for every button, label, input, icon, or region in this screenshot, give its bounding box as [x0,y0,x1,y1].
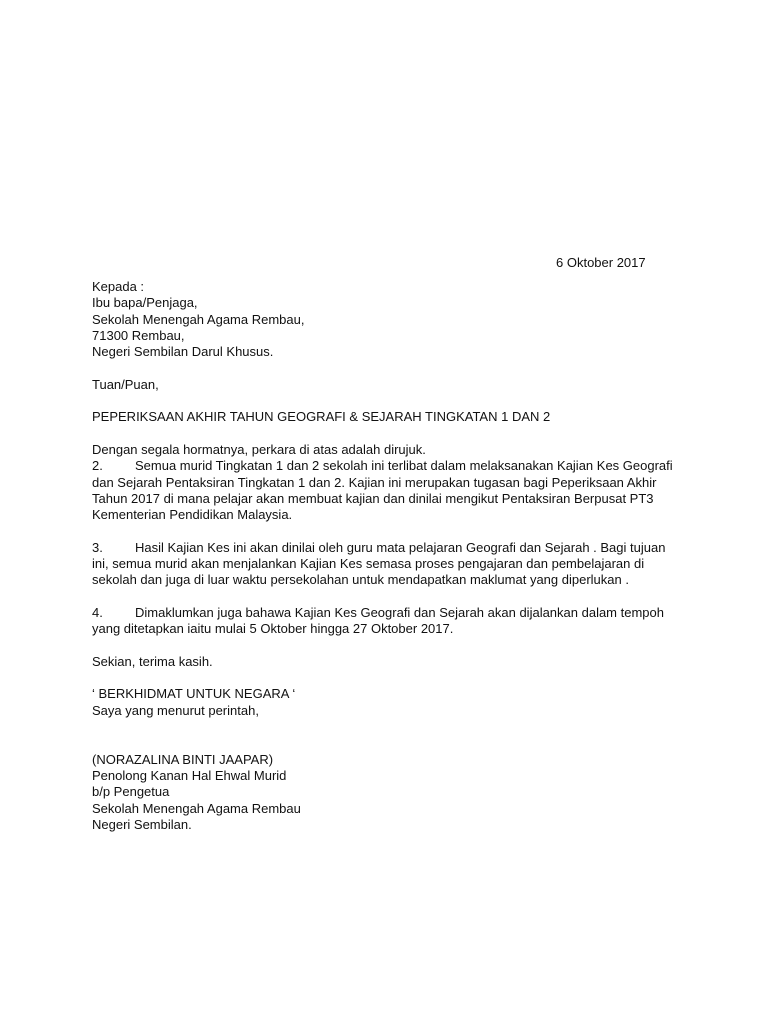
recipient-line: Negeri Sembilan Darul Khusus. [92,344,274,360]
paragraph-line: yang ditetapkan iaitu mulai 5 Oktober hingga 27 Oktober 2017. [92,621,454,637]
paragraph-line: ini, semua murid akan menjalankan Kajian Kes semasa proses pengajaran dan pembelajaran di [92,556,645,572]
paragraph-2 [92,458,682,523]
paragraph-3 [92,540,682,589]
paragraph-line: Hasil Kajian Kes ini akan dinilai oleh guru mata pelajaran Geografi dan Sejarah . Bagi tujuan [135,539,666,555]
recipient-line: Sekolah Menengah Agama Rembau, [92,311,305,327]
opening-line: Dengan segala hormatnya, perkara di atas adalah dirujuk. [92,441,426,457]
paragraph-4 [92,605,682,638]
paragraph-number: 2. [92,458,103,474]
paragraph-number: 3. [92,539,103,555]
paragraph-line: Dimaklumkan juga bahawa Kajian Kes Geografi dan Sejarah akan dijalankan dalam tempoh [135,604,664,620]
paragraph-line: Kementerian Pendidikan Malaysia. [92,507,293,523]
letter-body [92,279,682,833]
signatory-block [92,752,682,833]
paragraph-number: 4. [92,604,103,620]
subject-heading: PEPERIKSAAN AKHIR TAHUN GEOGRAFI & SEJARAH TINGKATAN 1 DAN 2 [92,409,551,425]
paragraph-line: Semua murid Tingkatan 1 dan 2 sekolah ini terlibat dalam melaksanakan Kajian Kes Geografi [135,458,673,474]
order-line: Saya yang menurut perintah, [92,702,259,718]
signatory-name: (NORAZALINA BINTI JAAPAR) [92,751,274,767]
motto: ‘ BERKHIDMAT UNTUK NEGARA ‘ [92,686,296,702]
salutation: Tuan/Puan, [92,376,159,392]
signatory-line: Negeri Sembilan. [92,816,192,832]
recipient-label: Kepada : [92,279,145,294]
closing-line: Sekian, terima kasih. [92,653,213,669]
recipient-line: Ibu bapa/Penjaga, [92,295,198,311]
paragraph-line: sekolah dan juga di luar waktu persekolahan untuk mendapatkan maklumat yang diperlukan . [92,572,629,588]
signatory-line: b/p Pengetua [92,784,170,800]
signatory-line: Sekolah Menengah Agama Rembau [92,800,301,816]
letter-date: 6 Oktober 2017 [556,255,646,270]
signatory-line: Penolong Kanan Hal Ehwal Murid [92,767,287,783]
paragraph-line: Tahun 2017 di mana pelajar akan membuat kajian dan dinilai mengikut Pentaksiran Berpusat PT3 [92,490,654,506]
recipient-block [92,279,682,360]
paragraph-line: dan Sejarah Pentaksiran Tingkatan 1 dan 2. Kajian ini merupakan tugasan bagi Peperiksaan Akhir [92,474,657,490]
recipient-line: 71300 Rembau, [92,327,185,343]
